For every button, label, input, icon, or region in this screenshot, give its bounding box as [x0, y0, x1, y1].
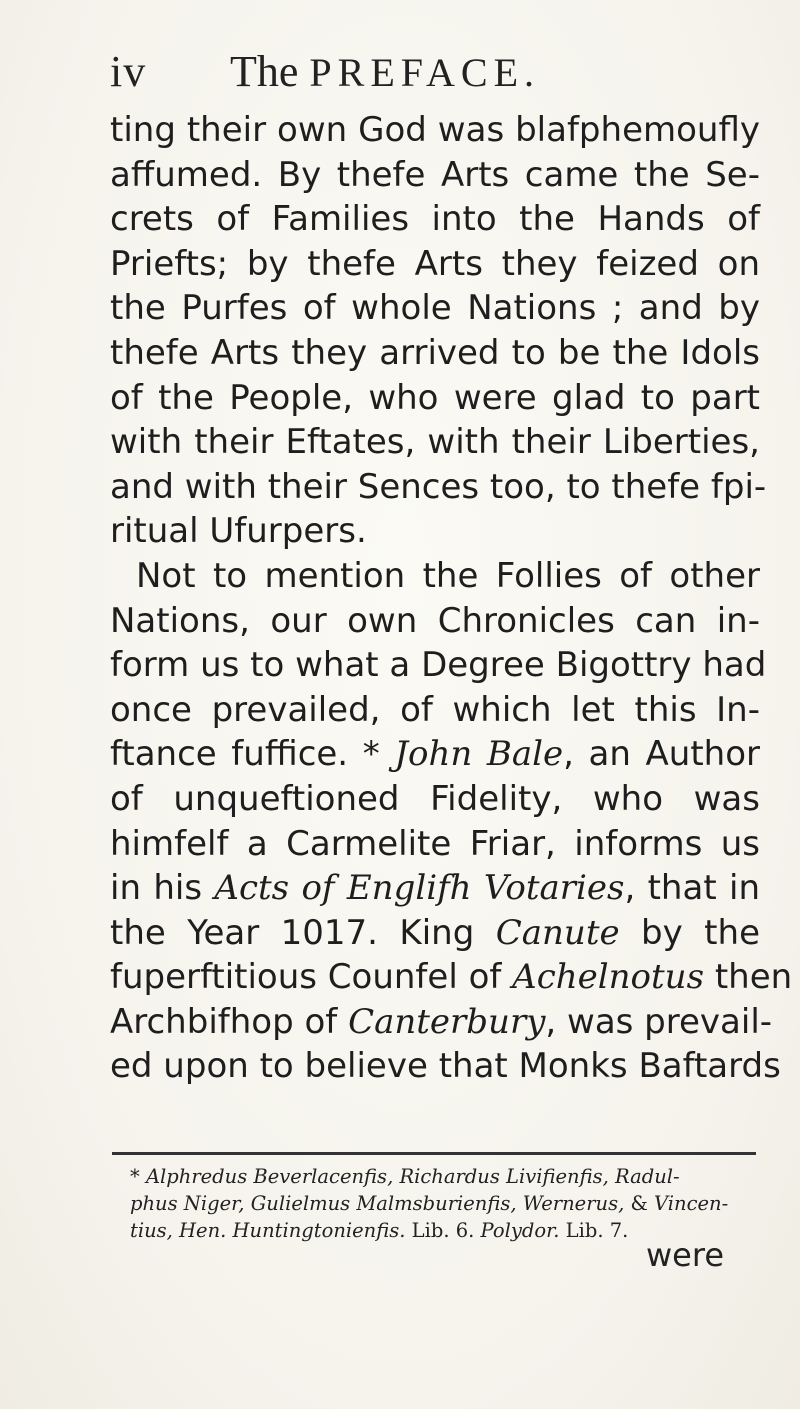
body-text [110, 108, 793, 1089]
italic-phrase: Canterbury [348, 1001, 546, 1042]
page-number: iv [110, 47, 147, 96]
body-line [110, 331, 760, 376]
text-run: , was prevail- [545, 1001, 773, 1042]
text-run: of unqueftioned Fidelity, who was [110, 778, 760, 819]
text-run: then [704, 957, 793, 998]
footnote-line-3-ref2: Lib. 7. [559, 1219, 629, 1242]
text-run: by the [619, 912, 760, 953]
footnote-line-2-tail: Vincen- [654, 1192, 729, 1215]
page-header [110, 40, 750, 104]
text-run: himfelf a Carmelite Friar, informs us [110, 823, 760, 864]
footnote-line-3-text: tius, Hen. Huntingtonienfis. [130, 1219, 406, 1242]
text-run: Not to mention the Follies of other [136, 555, 760, 596]
body-line [110, 1044, 781, 1089]
body-line [110, 509, 760, 554]
text-run: and with their Sences too, to thefe fpi- [110, 466, 767, 507]
footnote-rule [112, 1152, 756, 1155]
text-run: ritual Ufurpers. [110, 511, 367, 552]
footnote-line-3-ref: Lib. 6. [405, 1219, 481, 1242]
running-title-prefix: The [230, 47, 310, 96]
body-line [110, 197, 760, 242]
catchword: were [646, 1236, 724, 1274]
text-run: in his [110, 868, 215, 909]
body-line [110, 554, 760, 599]
text-run: ed upon to believe that Monks Baftards [110, 1046, 781, 1087]
body-line [110, 465, 767, 510]
body-line [110, 822, 760, 867]
text-run: with their Eftates, with their Liberties, [110, 422, 760, 463]
footnote-line-3-author: Polydor. [480, 1219, 560, 1242]
footnote-line-1-text: Alphredus Beverlacenfis, Richardus Livifienfis, Radul- [145, 1165, 680, 1188]
footnote [130, 1163, 760, 1244]
text-run: ftance fuffice. * [110, 734, 395, 775]
footnote-marker: * [130, 1165, 146, 1188]
text-run: , that in [624, 868, 760, 909]
body-line [110, 643, 767, 688]
text-run: thefe Arts they arrived to be the Idols [110, 332, 760, 373]
body-line [110, 866, 760, 911]
text-run: ting their own God was blafphemoufly [110, 110, 760, 150]
footnote-line-2 [130, 1190, 760, 1217]
body-line [110, 911, 760, 956]
text-run: , an Author [563, 734, 760, 775]
italic-phrase: Acts of Englifh Votaries [214, 868, 625, 909]
text-run: once prevailed, of which let this In- [110, 689, 760, 730]
body-line [110, 420, 760, 465]
footnote-ampersand: & [630, 1192, 655, 1215]
body-line [110, 1000, 773, 1045]
body-line [110, 777, 760, 822]
italic-phrase: Achelnotus [512, 957, 705, 998]
running-title [230, 46, 540, 97]
italic-phrase: Canute [495, 912, 620, 953]
text-run: the Year 1017. King [110, 912, 496, 953]
body-line [110, 688, 760, 733]
text-run: affumed. By thefe Arts came the Se- [110, 154, 760, 195]
footnote-line-2-text: phus Niger, Gulielmus Malmsburienfis, Wernerus, [130, 1192, 631, 1215]
body-line [110, 286, 760, 331]
text-run: Nations, our own Chronicles can in- [110, 600, 760, 641]
text-run: fuperftitious Counfel of [110, 957, 513, 998]
body-line [110, 955, 793, 1000]
text-run: the Purfes of whole Nations ; and by [110, 288, 760, 329]
text-run: Archbifhop of [110, 1001, 349, 1042]
body-line [110, 732, 760, 777]
text-run: crets of Families into the Hands of [110, 199, 760, 240]
footnote-line-1 [130, 1163, 760, 1190]
body-line [110, 242, 760, 287]
body-line [110, 376, 760, 421]
running-title-caps: PREFACE. [309, 50, 541, 95]
italic-phrase: John Bale [394, 734, 564, 775]
text-run: form us to what a Degree Bigottry had [110, 645, 767, 686]
text-run: of the People, who were glad to part [110, 377, 760, 418]
body-line [110, 108, 760, 153]
text-run: Priefts; by thefe Arts they feized on [110, 243, 760, 284]
body-line [110, 599, 760, 644]
body-line [110, 153, 760, 198]
